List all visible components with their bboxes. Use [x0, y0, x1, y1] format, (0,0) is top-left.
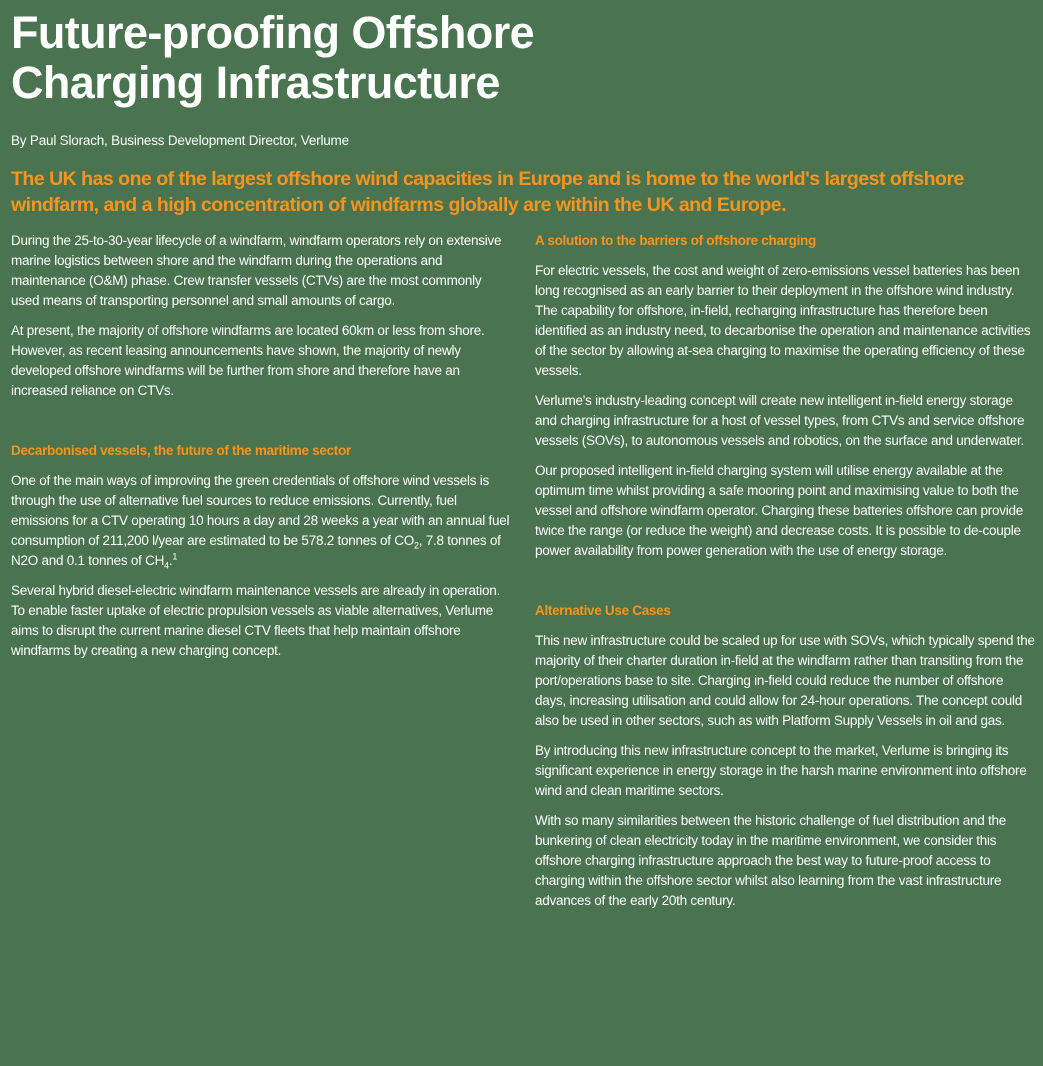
- footnote-marker: 1: [172, 551, 178, 562]
- intro-paragraph: During the 25-to-30-year lifecycle of a windfarm, windfarm operators rely on extensive marine logistics between shore and the windfarm during the operations and maintenance (O&M) phase. Crew transfer vessels (CTVs) are the most commonly used means of transporting personnel and small amounts of cargo.: [11, 233, 502, 308]
- paragraph: Our proposed intelligent in-field charging system will utilise energy available at the optimum time whilst providing a safe mooring point and maximising value to both the vessel and offshore windfarm operator. Charging these batteries offshore can provide twice the range (or reduce the weight) and decrease costs. It is possible to de-couple power availability from power generation with the use of energy storage.: [535, 463, 1024, 558]
- paragraph: For electric vessels, the cost and weight of zero-emissions vessel batteries has been long recognised as an early barrier to their deployment in the offshore wind industry. The capability for offshore, in-field, recharging infrastructure has therefore been identified as an industry need, to decarbonise the operation and maintenance activities of the sector by allowing at-sea charging to maximise the operating efficiency of these vessels.: [535, 263, 1031, 378]
- paragraph: By introducing this new infrastructure concept to the market, Verlume is bringing its significant experience in energy storage in the harsh marine environment into offshore wind and clean maritime sectors.: [535, 743, 1027, 798]
- text-run: , 7.8 tonnes of N2O and 0.1 tonnes of CH: [11, 533, 501, 568]
- right-column: [535, 231, 1035, 921]
- emissions-paragraph: [11, 471, 511, 571]
- byline: By Paul Slorach, Business Development Director, Verlume: [11, 133, 349, 148]
- section-heading-alternative-use-cases: Alternative Use Cases: [535, 603, 671, 618]
- standfirst: The UK has one of the largest offshore wind capacities in Europe and is home to the world's largest offshore windfarm, and a high concentration of windfarms globally are within the UK and Europe.: [11, 168, 964, 216]
- intro-paragraph: At present, the majority of offshore windfarms are located 60km or less from shore. However, as recent leasing announcements have shown, the majority of newly developed offshore windfarms will be further from shore and therefore have an increased reliance on CTVs.: [11, 323, 485, 398]
- spacer: [535, 571, 1035, 601]
- section-heading-decarbonised-vessels: Decarbonised vessels, the future of the maritime sector: [11, 443, 351, 458]
- spacer: [11, 411, 511, 441]
- paragraph: With so many similarities between the historic challenge of fuel distribution and the bunkering of clean electricity today in the maritime environment, we consider this offshore charging infrastructure approach the best way to future-proof access to charging within the offshore sector whilst also learning from the vast infrastructure advances of the early 20th century.: [535, 813, 1006, 908]
- subscript: 2: [414, 540, 419, 551]
- text-run: One of the main ways of improving the green credentials of offshore wind vessels is through the use of alternative fuel sources to reduce emissions. Currently, fuel emissions for a CTV operating 10 hours a day and 28 weeks a year with an annual fuel consumption of 211,200 l/year are estimated to be 578.2 tonnes of CO: [11, 473, 510, 548]
- article-title: Future-proofing Offshore Charging Infrastructure: [11, 7, 535, 108]
- section-heading-solution: A solution to the barriers of offshore charging: [535, 233, 816, 248]
- text-run: .: [168, 553, 173, 568]
- paragraph: Verlume's industry-leading concept will create new intelligent in-field energy storage and charging infrastructure for a host of vessel types, from CTVs and service offshore vessels (SOVs), to autonomous vessels and robotics, on the surface and underwater.: [535, 393, 1025, 448]
- paragraph: Several hybrid diesel-electric windfarm maintenance vessels are already in operation. To enable faster uptake of electric propulsion vessels as viable alternatives, Verlume aims to disrupt the current marine diesel CTV fleets that help maintain offshore windfarms by creating a new charging concept.: [11, 583, 501, 658]
- subscript: 4: [164, 560, 169, 571]
- paragraph: This new infrastructure could be scaled up for use with SOVs, which typically spend the majority of their charter duration in-field at the windfarm rather than transiting from the port/operations base to site. Charging in-field could reduce the number of offshore days, increasing utilisation and could allow for 24-hour operations. The concept could also be used in other sectors, such as with Platform Supply Vessels in oil and gas.: [535, 633, 1035, 728]
- left-column: [11, 231, 511, 671]
